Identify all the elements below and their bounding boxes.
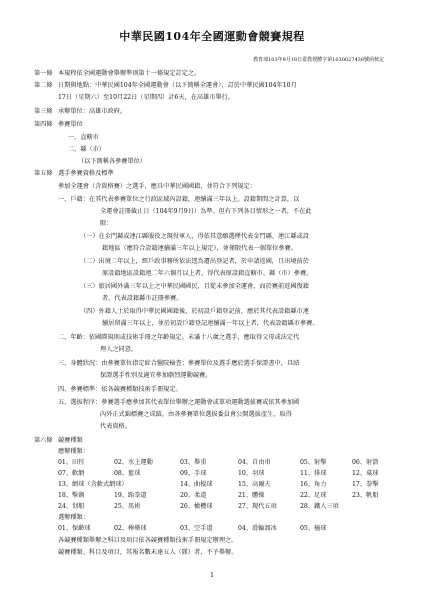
article-6-label: 第六條 bbox=[34, 437, 53, 444]
sport-item: 04、滑輪溜冰 bbox=[238, 525, 277, 532]
sport-item: 06、射箭 bbox=[352, 459, 379, 466]
sport-item: 02、棒壘球 bbox=[114, 525, 147, 532]
sport-item: 16、角力 bbox=[300, 481, 327, 488]
health-clause-line-1: 三、身體狀況：由參賽單位指定綜合醫院檢查；參賽單位及選手應於選手保證書中，具結 bbox=[58, 360, 300, 367]
health-clause-line-2: 保證選手性別及適宜參加劇烈運動競賽。 bbox=[100, 372, 212, 379]
age-clause-line-2: 理人之同意。 bbox=[100, 346, 138, 353]
exception-3-line-2: 者，代表設籍縣市註冊參賽。 bbox=[102, 295, 183, 302]
selection-clause-line-1: 五、選拔程序：參賽選手應參加其代表單位舉辦之運動會或單項運動選拔賽或依其參加國 bbox=[58, 399, 300, 406]
mandatory-sports-heading: 應辦種類： bbox=[58, 448, 89, 455]
sport-item: 17、拳擊 bbox=[352, 481, 379, 488]
article-2-line-1: 日期與地點：中華民國104年全國運動會（以下簡稱全運會），訂於中華民國104年10月 bbox=[58, 82, 297, 89]
sport-item: 26、橄欖球 bbox=[180, 503, 213, 510]
household-clause-line-2: 全運會註冊截止日（104年9月9日）為準。但有下列各目情形之一者，不在此 bbox=[100, 208, 312, 215]
sport-item: 05、撞球 bbox=[300, 525, 327, 532]
document-title: 中華民國104年全國運動會競賽規程 bbox=[119, 30, 305, 43]
sport-item: 07、軟網 bbox=[58, 470, 85, 477]
article-2-line-2: 17日（星期六）至10月22日（星期四）計6天，在高雄市舉行。 bbox=[58, 94, 235, 101]
article-1-text: 本規程依全國運動會舉辦準則第十一條規定訂定之。 bbox=[58, 70, 201, 77]
article-4-item-1: 一、直轄市 bbox=[68, 134, 99, 141]
exception-4-line-1: （四）外籍人士於取得中華民國國籍後，於初設戶籍登記前，應於其代表設籍縣市連 bbox=[80, 308, 309, 315]
sport-item: 19、跆拳道 bbox=[114, 492, 147, 499]
sport-item: 25、馬術 bbox=[114, 503, 141, 510]
sport-item: 03、舉重 bbox=[180, 459, 207, 466]
sport-item: 05、射擊 bbox=[300, 459, 327, 466]
age-clause-line-1: 二、年齡：依國際規則或技術手冊之年齡規定。未滿十八歲之選手，應取得父母或法定代 bbox=[58, 334, 300, 341]
article-4-note: （以下簡稱各參賽單位） bbox=[78, 158, 147, 165]
article-6-text: 競賽種類 bbox=[58, 437, 83, 444]
article-5-text: 選手參賽資格及標準 bbox=[58, 170, 114, 177]
article-5-label: 第五條 bbox=[34, 170, 53, 177]
sport-item: 02、水上運動 bbox=[114, 459, 153, 466]
exception-1-line-2: 籍地區（應符合設籍連續滿三年以上規定），並僅限代表一個單位參賽。 bbox=[102, 245, 297, 252]
article-1-label: 第一條 bbox=[34, 70, 53, 77]
sport-item: 03、空手道 bbox=[180, 525, 213, 532]
sport-item: 01、田徑 bbox=[58, 459, 85, 466]
sport-item: 24、划船 bbox=[58, 503, 85, 510]
sport-item: 22、足球 bbox=[300, 492, 327, 499]
exception-2-line-1: （二）出境二年以上，經戶政事務所依法逕為遷出登記者，於申請返國，且出境前於 bbox=[80, 258, 309, 265]
sport-item: 27、現代五項 bbox=[238, 503, 277, 510]
sports-note-1: 各競賽種類舉辦之科目及項目依各競賽種類技術手冊規定辦理之。 bbox=[58, 537, 238, 544]
selection-clause-line-2: 內外正式錦標賽之成績，由各參賽單位選拔委員會公開選拔產生，取得 bbox=[100, 411, 292, 418]
optional-sports-heading: 選辦種類： bbox=[58, 514, 89, 521]
article-2-label: 第二條 bbox=[34, 82, 53, 89]
sport-item: 09、手球 bbox=[180, 470, 207, 477]
article-4-item-2: 二、縣（市） bbox=[68, 146, 106, 153]
sport-item: 11、排球 bbox=[300, 470, 327, 477]
standard-clause: 四、參賽標準：依各競賽種類技術手冊規定。 bbox=[58, 386, 182, 393]
sports-note-2: 競賽種類、科目及項目，其報名數未達五人（隊）者，不予舉辦。 bbox=[58, 549, 238, 556]
household-clause-line-3: 限： bbox=[100, 220, 113, 227]
sport-item: 10、羽球 bbox=[238, 470, 265, 477]
article-5-intro: 參加全運會（含資格賽）之選手，應具中華民國國籍，並符合下列規定： bbox=[58, 183, 256, 190]
sport-item: 04、自由車 bbox=[238, 459, 271, 466]
sport-item: 08、籃球 bbox=[114, 470, 141, 477]
sport-item: 28、鐵人三項 bbox=[300, 503, 339, 510]
sport-item: 12、桌球 bbox=[352, 470, 379, 477]
sport-item: 14、曲棍球 bbox=[180, 481, 213, 488]
exception-3-line-1: （三）旅居國外滿三年以上之中華民國國民，且從未參加全運會，而於賽前返國復籍 bbox=[80, 283, 309, 290]
exception-4-line-2: 續居留滿三年以上，並於初設戶籍登記連續滿一年以上者，代表設籍縣市參賽。 bbox=[102, 320, 319, 327]
exception-2-line-2: 原設籍地區設籍連二年六個月以上者，得代表原設籍直轄市、縣（市）參賽。 bbox=[102, 270, 313, 277]
sport-item: 13、網球（含軟式網球） bbox=[58, 481, 128, 488]
page-number: 1 bbox=[210, 572, 214, 579]
article-3-label: 第三條 bbox=[34, 108, 53, 115]
household-clause-line-1: 一、戶籍：在其代表參賽單位之行政區域內設籍，連續滿三年以上。設籍期間之計算，以 bbox=[58, 196, 300, 203]
article-4-label: 第四條 bbox=[34, 121, 53, 128]
article-4-text: 參賽單位 bbox=[58, 121, 83, 128]
approval-reference: 教育部103年9月18日臺教授體字第1030027438號函核定 bbox=[253, 57, 384, 63]
sport-item: 20、柔道 bbox=[180, 492, 207, 499]
sport-item: 18、擊劍 bbox=[58, 492, 85, 499]
sport-item: 15、高爾夫 bbox=[238, 481, 271, 488]
sport-item: 01、保齡球 bbox=[58, 525, 91, 532]
exception-1-line-1: （一）在金門縣或連江縣服役之現役軍人，得依其意願選擇代表金門縣、連江縣或設 bbox=[80, 233, 309, 240]
sport-item: 21、體操 bbox=[238, 492, 265, 499]
selection-clause-line-3: 代表資格。 bbox=[100, 423, 131, 430]
sport-item: 23、帆船 bbox=[352, 492, 379, 499]
article-3-text: 承辦單位：高雄市政府。 bbox=[58, 108, 127, 115]
